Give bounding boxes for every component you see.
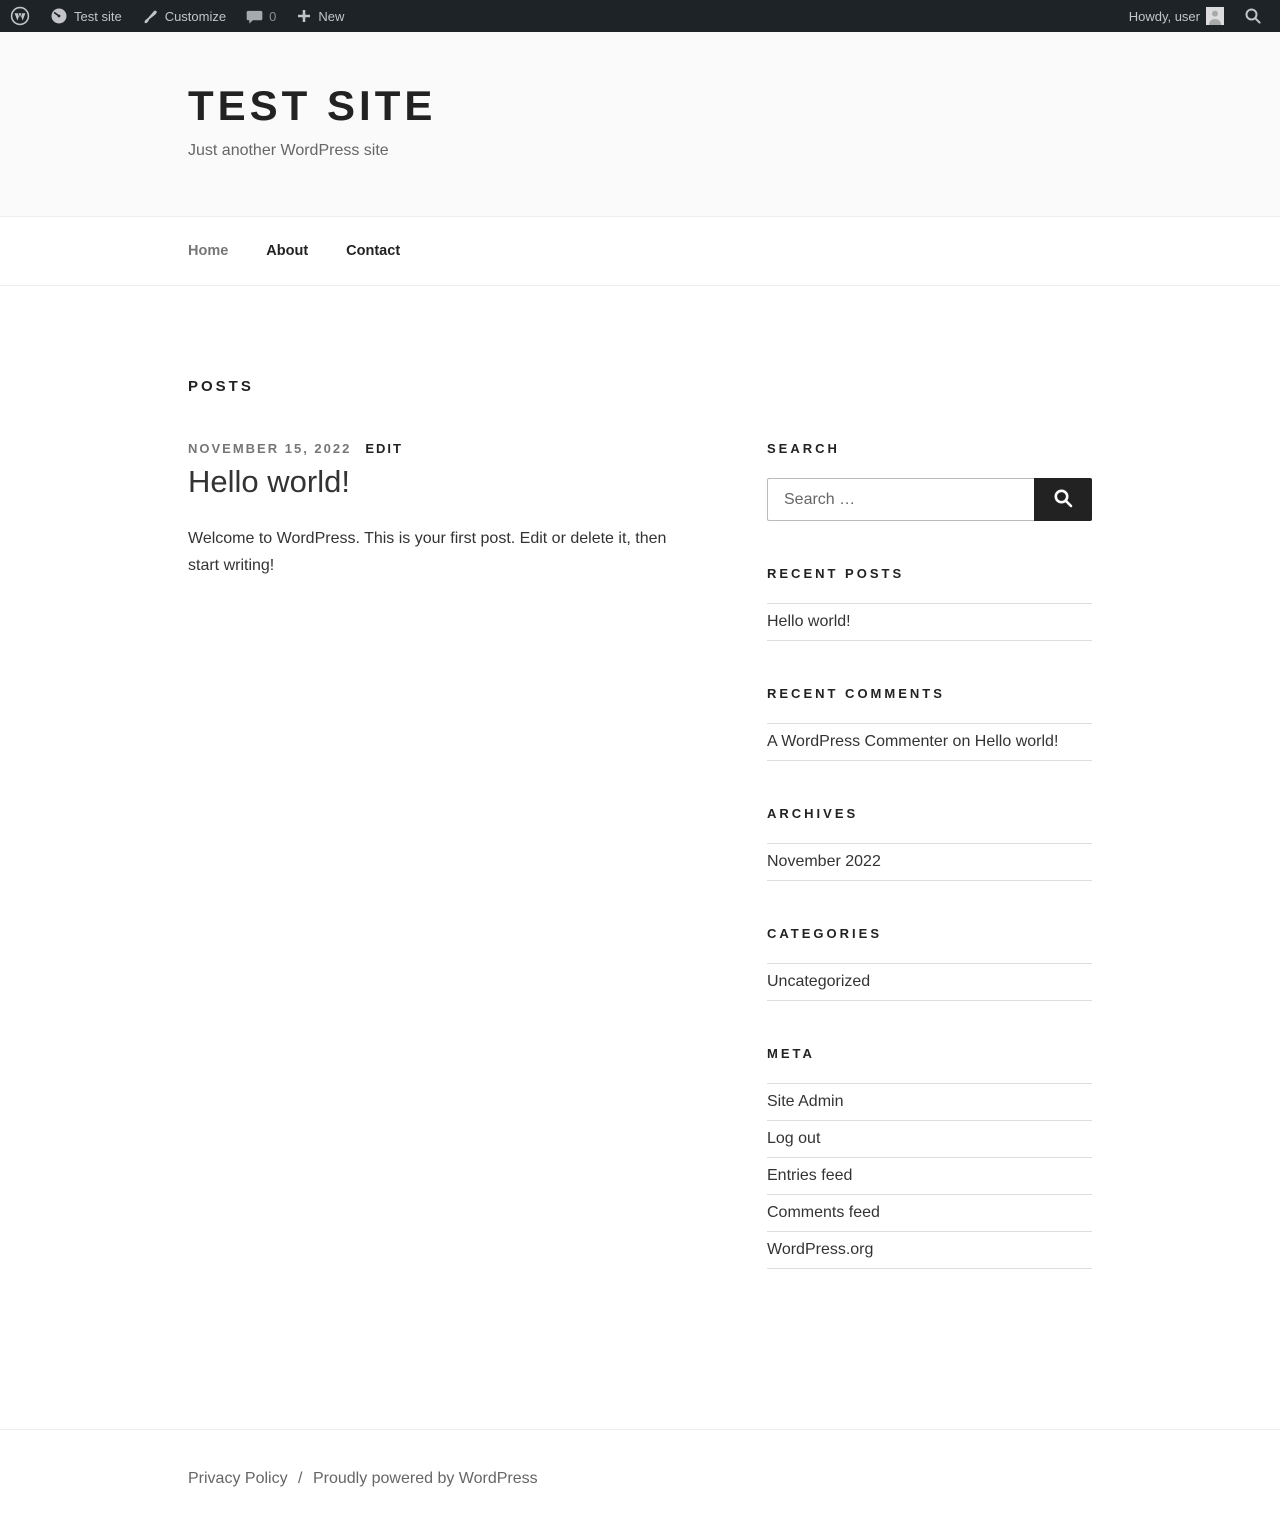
search-widget [767,441,1092,521]
adminbar-new[interactable] [286,0,354,32]
powered-by-link[interactable]: Proudly powered by WordPress [312,1470,538,1487]
nav-item-home[interactable]: Home [188,243,229,259]
adminbar-customize[interactable] [132,0,236,32]
adminbar-new-label: New [318,8,345,24]
category-item [767,963,1092,1000]
meta-title: META [767,1046,815,1061]
comment-author-link[interactable]: A WordPress Commenter [767,733,949,750]
recent-comment-item [767,723,1092,760]
main-nav [0,217,1280,286]
wordpress-logo-icon [10,6,30,26]
nav-item-contact[interactable]: Contact [346,243,401,259]
meta-item-comments-feed [767,1194,1092,1231]
site-admin-link[interactable]: Site Admin [767,1093,844,1110]
comment-bubble-icon [246,8,263,25]
categories-widget [767,926,1092,1001]
meta-item-log-out [767,1120,1092,1157]
adminbar-site-name: Test site [74,8,122,24]
site-header [0,32,1280,217]
recent-comments-widget [767,686,1092,761]
meta-item-site-admin [767,1083,1092,1120]
meta-item-entries-feed [767,1157,1092,1194]
entries-feed-link[interactable]: Entries feed [767,1167,853,1184]
plus-icon [296,8,312,24]
post-title-link[interactable]: Hello world! [188,464,350,499]
adminbar-howdy-text: Howdy, user [1128,8,1200,24]
archive-link[interactable]: November 2022 [767,853,881,870]
post-article [188,441,698,579]
adminbar-comments-count: 0 [269,8,277,24]
wordpress-org-link[interactable]: WordPress.org [767,1241,874,1258]
categories-title: CATEGORIES [767,926,882,941]
adminbar-site-menu[interactable] [40,0,132,32]
search-widget-title: SEARCH [767,441,840,456]
adminbar-my-account[interactable] [1119,0,1234,32]
site-footer [0,1429,1280,1540]
comments-feed-link[interactable]: Comments feed [767,1204,880,1221]
post-edit-link[interactable]: EDIT [365,441,403,456]
archive-item [767,843,1092,880]
post-body: Welcome to WordPress. This is your first post. Edit or delete it, then start writing! [188,530,667,574]
search-form [767,478,1092,521]
adminbar-right [1119,0,1272,32]
category-link[interactable]: Uncategorized [767,973,871,990]
site-title[interactable]: TEST SITE [188,82,437,129]
search-submit-button[interactable] [1034,478,1092,521]
archives-widget [767,806,1092,881]
footer-separator: / [298,1470,303,1487]
adminbar-comments[interactable] [236,0,286,32]
dashboard-gauge-icon [50,7,68,25]
meta-item-wordpress-org [767,1231,1092,1268]
admin-bar [0,0,1280,32]
sidebar [767,441,1092,1314]
recent-post-item [767,603,1092,640]
recent-comments-title: RECENT COMMENTS [767,686,945,701]
avatar [1206,7,1224,25]
recent-post-link[interactable]: Hello world! [767,613,851,630]
comment-post-link[interactable]: Hello world! [974,733,1059,750]
search-input[interactable] [767,478,1034,521]
archives-title: ARCHIVES [767,806,859,821]
main-column [188,441,698,1314]
paintbrush-icon [142,8,159,25]
wp-logo-menu[interactable] [0,0,40,32]
post-date-link[interactable]: NOVEMBER 15, 2022 [188,441,352,456]
site-content [188,286,1092,1429]
comment-connector: on [952,733,971,750]
adminbar-customize-label: Customize [164,8,227,24]
log-out-link[interactable]: Log out [767,1130,821,1147]
search-icon [1052,487,1074,512]
recent-posts-widget [767,566,1092,641]
posts-section-title: POSTS [188,378,254,395]
meta-widget [767,1046,1092,1269]
nav-item-about[interactable]: About [266,243,309,259]
adminbar-search-icon[interactable] [1234,0,1272,32]
post-title [188,464,698,500]
privacy-policy-link[interactable]: Privacy Policy [188,1470,288,1487]
recent-posts-title: RECENT POSTS [767,566,905,581]
site-tagline: Just another WordPress site [188,142,389,159]
